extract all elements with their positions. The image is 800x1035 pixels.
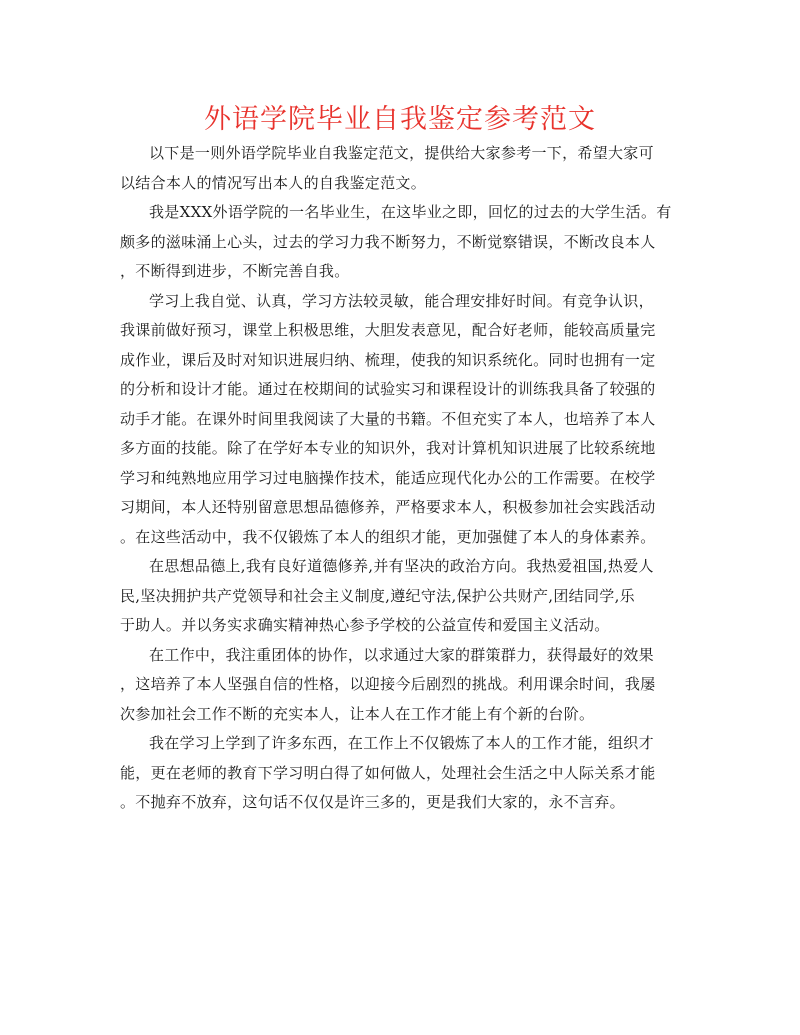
text-line: ，不断得到进步，不断完善自我。 xyxy=(120,262,350,280)
document-title: 外语学院毕业自我鉴定参考范文 xyxy=(204,104,596,135)
paragraph-background xyxy=(120,198,680,287)
text-line: 成作业，课后及时对知识进展归纳、梳理，使我的知识系统化。同时也拥有一定 xyxy=(120,350,656,369)
paragraph-study xyxy=(120,287,680,553)
text-line: 能，更在老师的教育下学习明白得了如何做人，处理社会生活之中人际关系才能 xyxy=(120,763,656,782)
text-line: 我是XXX外语学院的一名毕业生，在这毕业之即，回忆的过去的大学生活。有 xyxy=(149,203,672,221)
paragraph-intro xyxy=(120,139,680,198)
text-line: 次参加社会工作不断的充实本人，让本人在工作才能上有个新的台阶。 xyxy=(120,704,595,723)
text-line: 以下是一则外语学院毕业自我鉴定范文，提供给大家参考一下，希望大家可 xyxy=(149,144,654,162)
paragraph-morality xyxy=(120,552,680,641)
paragraph-work xyxy=(120,641,680,730)
text-line: 学习和纯熟地应用学习过电脑操作技术，能适应现代化办公的工作需要。在校学 xyxy=(120,468,656,487)
text-line: ，这培养了本人坚强自信的性格，以迎接今后剧烈的挑战。利用课余时间，我屡 xyxy=(120,675,656,693)
text-line: 颇多的滋味涌上心头，过去的学习力我不断努力，不断觉察错误，不断改良本人 xyxy=(120,232,656,251)
paragraph-conclusion xyxy=(120,729,680,818)
text-line: 于助人。并以务实求确实精神热心参予学校的公益宣传和爱国主义活动。 xyxy=(120,616,610,634)
text-line: 在工作中，我注重团体的协作，以求通过大家的群策群力，获得最好的效果 xyxy=(149,645,654,664)
text-line: 多方面的技能。除了在学好本专业的知识外，我对计算机知识进展了比较系统地 xyxy=(120,439,656,457)
text-line: 。不抛弃不放弃，这句话不仅仅是许三多的，更是我们大家的，永不言弃。 xyxy=(120,793,625,811)
document-body xyxy=(120,139,680,818)
text-line: 的分析和设计才能。通过在校期间的试验实习和课程设计的训练我具备了较强的 xyxy=(120,380,656,398)
text-line: 以结合本人的情况写出本人的自我鉴定范文。 xyxy=(120,173,427,192)
text-line: 动手才能。在课外时间里我阅读了大量的书籍。不但充实了本人，也培养了本人 xyxy=(120,409,656,428)
text-line: 民,坚决拥护共产党领导和社会主义制度,遵纪守法,保护公共财产,团结同学,乐 xyxy=(120,586,635,605)
text-line: 习期间，本人还特别留意思想品德修养，严格要求本人，积极参加社会实践活动 xyxy=(120,498,656,516)
text-line: 在思想品德上,我有良好道德修养,并有坚决的政治方向。我热爱祖国,热爱人 xyxy=(149,557,654,575)
text-line: 学习上我自觉、认真，学习方法较灵敏，能合理安排好时间。有竞争认识， xyxy=(149,291,654,310)
text-line: 我课前做好预习，课堂上积极思维，大胆发表意见，配合好老师，能较高质量完 xyxy=(120,321,656,339)
text-line: 。在这些活动中，我不仅锻炼了本人的组织才能，更加强健了本人的身体素养。 xyxy=(120,527,656,546)
text-line: 我在学习上学到了许多东西，在工作上不仅锻炼了本人的工作才能，组织才 xyxy=(149,734,654,752)
